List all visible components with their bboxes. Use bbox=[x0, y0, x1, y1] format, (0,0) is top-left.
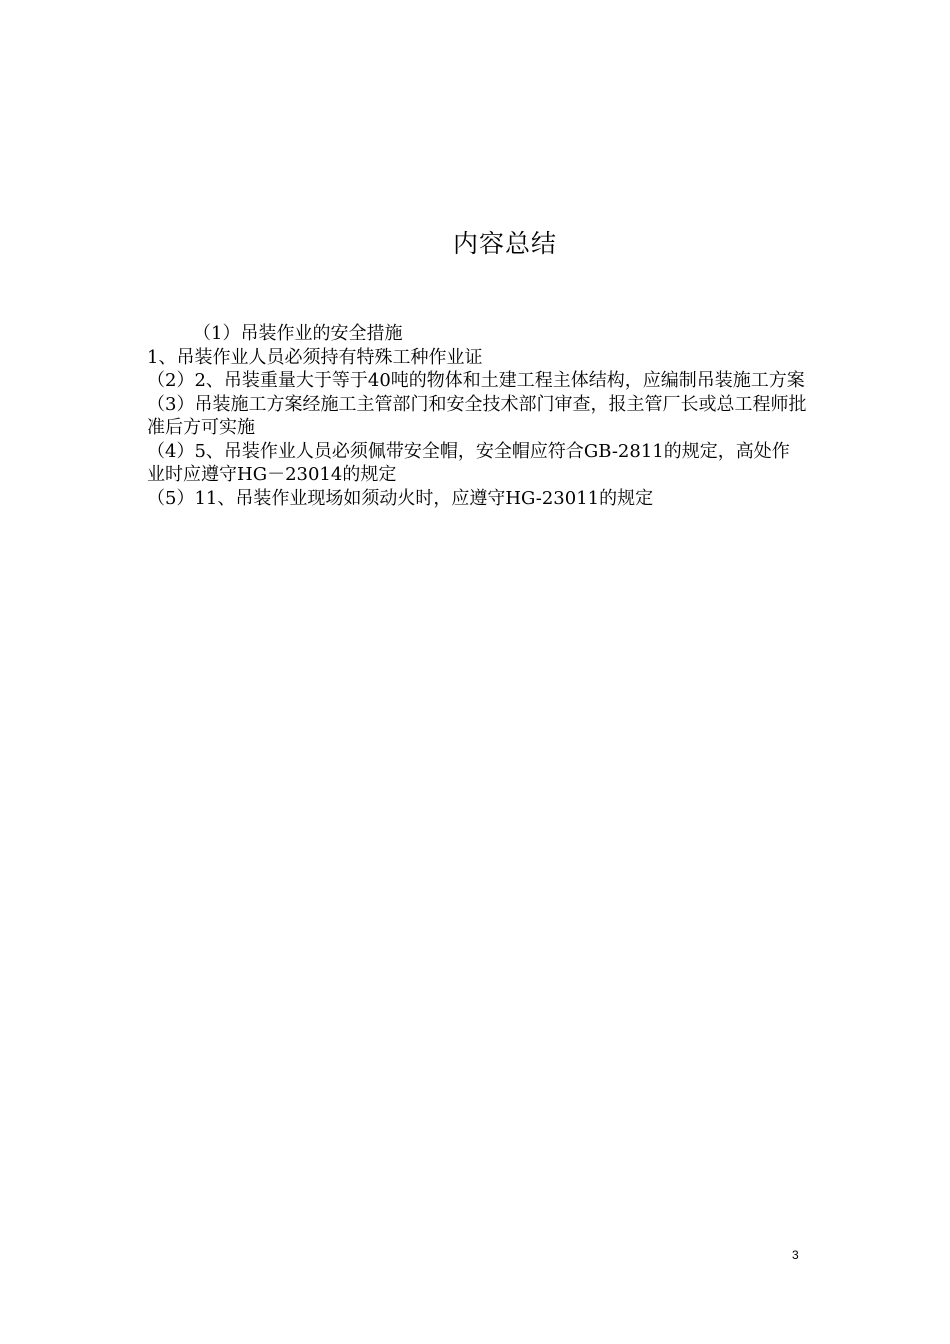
document-body bbox=[147, 322, 807, 510]
page-number: 3 bbox=[792, 1248, 799, 1262]
paragraph-item-3: （3）吊装施工方案经施工主管部门和安全技术部门审查，报主管厂长或总工程师批准后方可实施 bbox=[147, 393, 807, 438]
paragraph-item-5: （5）11、吊装作业现场如须动火时，应遵守HG-23011的规定 bbox=[147, 487, 654, 509]
paragraph-item-2: （2）2、吊装重量大于等于40吨的物体和土建工程主体结构，应编制吊装施工方案 bbox=[147, 370, 805, 391]
paragraph-item-4: （4）5、吊装作业人员必须佩带安全帽，安全帽应符合GB-2811的规定，高处作业时应遵守HG－23014的规定 bbox=[147, 440, 790, 485]
paragraph-safety-measures-heading: （1）吊装作业的安全措施 bbox=[193, 323, 403, 344]
paragraph-item-1: 1、吊装作业人员必须持有特殊工种作业证 bbox=[147, 346, 483, 368]
page-title: 内容总结 bbox=[452, 229, 557, 258]
